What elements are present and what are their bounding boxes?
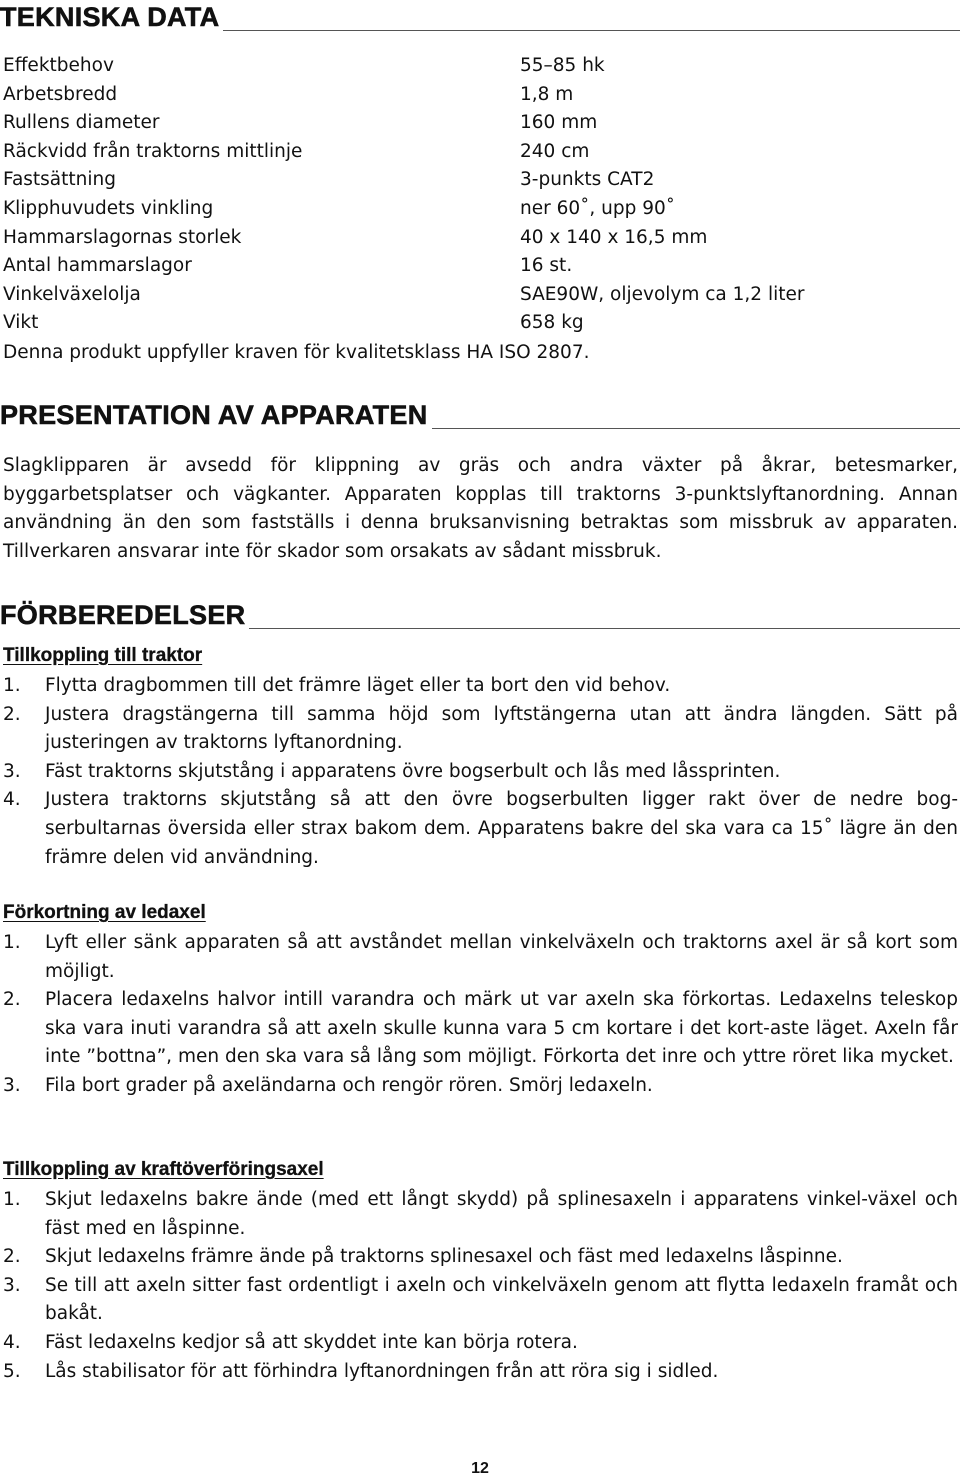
instruction-list: [3, 1186, 958, 1386]
section-title: FÖRBEREDELSER: [0, 600, 246, 630]
list-item: [3, 786, 958, 872]
list-item: [3, 929, 958, 986]
list-item: [3, 1072, 958, 1101]
spec-value: 40 x 140 x 16,5 mm: [520, 226, 708, 248]
spec-row: [3, 109, 953, 138]
spec-label: Antal hammarslagor: [3, 255, 192, 277]
spec-label: Vikt: [3, 312, 39, 334]
spec-value: ner 60˚, upp 90˚: [520, 197, 676, 219]
spec-row: [3, 252, 953, 281]
heading-rule: [223, 30, 960, 31]
list-item: [3, 1272, 958, 1329]
list-item-text: Skjut ledaxelns bakre ände (med ett långt skydd) på splinesaxeln i apparatens vinkel-växel och fäst med en låspinne.: [45, 1189, 958, 1239]
list-item: [3, 1358, 958, 1387]
list-item-number: 1.: [3, 675, 21, 696]
spec-value: 1,8 m: [520, 83, 574, 105]
section-heading-presentation: [0, 400, 960, 431]
list-item-number: 5.: [3, 1360, 21, 1382]
spec-value: 16 st.: [520, 255, 573, 277]
spec-label: Vinkelväxelolja: [3, 283, 141, 305]
spec-label: Rullens diameter: [3, 112, 160, 134]
spec-value: 55–85 hk: [520, 55, 605, 76]
presentation-paragraph: Slagklipparen är avsedd för klippning av gräs och andra växter på åkrar, betesmarker, byggarbetsplatser och vägkanter. Apparaten kopplas till traktorns 3-punktslyftanordning. Annan användning än den som fastställs i denna bruksanvisning betraktas som missbruk av apparaten. Tillverkaren ansvarar inte för skador som orsakats av sådant missbruk.: [3, 455, 958, 562]
list-item-text: Fäst traktorns skjutstång i apparatens övre bogserbult och lås med låssprinten.: [45, 760, 781, 782]
list-item: [3, 1186, 958, 1243]
list-item-number: 4.: [3, 1331, 21, 1353]
spec-value: 160 mm: [520, 112, 598, 134]
section-title: TEKNISKA DATA: [0, 2, 220, 32]
spec-row: [3, 138, 953, 167]
list-item-number: 3.: [3, 1274, 21, 1296]
list-item-text: Fila bort grader på axeländarna och rengör rören. Smörj ledaxeln.: [45, 1074, 653, 1096]
list-item: [3, 986, 958, 1072]
section-heading-forberedelser: [0, 600, 960, 631]
section-title: PRESENTATION AV APPARATEN: [0, 400, 428, 430]
spec-table: [3, 52, 953, 338]
list-item: [3, 758, 958, 787]
section-heading-tekniska: [0, 2, 960, 33]
spec-value: SAE90W, oljevolym ca 1,2 liter: [520, 283, 805, 305]
heading-rule: [249, 628, 960, 629]
spec-row: [3, 81, 953, 110]
spec-label: Räckvidd från traktorns mittlinje: [3, 140, 303, 162]
page-number: 12: [471, 1460, 489, 1477]
spec-label: Effektbehov: [3, 55, 114, 76]
spec-label: Klipphuvudets vinkling: [3, 197, 214, 219]
list-item-number: 1.: [3, 1189, 21, 1210]
list-item: [3, 1243, 958, 1272]
list-item: [3, 1329, 958, 1358]
list-item: [3, 701, 958, 758]
spec-row: [3, 166, 953, 195]
spec-label: Fastsättning: [3, 169, 116, 191]
list-item-number: 1.: [3, 932, 21, 953]
spec-value: 3-punkts CAT2: [520, 169, 655, 191]
list-item-text: Lås stabilisator för att förhindra lyftanordningen från att röra sig i sidled.: [45, 1360, 719, 1382]
list-item-text: Skjut ledaxelns främre ände på traktorns splinesaxel och fäst med ledaxelns låspinne.: [45, 1246, 843, 1268]
list-item-text: Justera dragstängerna till samma höjd som lyftstängerna utan att ändra längden. Sätt på justeringen av traktorns lyftanordning.: [45, 703, 958, 754]
instruction-list: [3, 929, 958, 1101]
heading-rule: [432, 428, 960, 429]
list-item-text: Placera ledaxelns halvor intill varandra och märk ut var axeln ska förkortas. Ledaxelns teleskop ska vara inuti varandra så att axeln skulle kunna vara 5 cm kortare i det kort-aste läget. Axeln får inte ”bottna”, men den ska vara så lång som möjligt. Förkorta det inre och yttre röret lika mycket.: [45, 989, 958, 1068]
spec-row: [3, 309, 953, 338]
spec-row: [3, 195, 953, 224]
list-item-number: 4.: [3, 789, 21, 811]
list-item-number: 2.: [3, 1246, 21, 1268]
subsection-heading: Tillkoppling av kraftöverföringsaxel: [3, 1159, 324, 1180]
list-item-number: 3.: [3, 1074, 21, 1096]
list-item-number: 2.: [3, 703, 21, 725]
spec-label: Hammarslagornas storlek: [3, 226, 242, 248]
list-item-number: 3.: [3, 760, 21, 782]
spec-row: [3, 52, 953, 81]
list-item-text: Flytta dragbommen till det främre läget eller ta bort den vid behov.: [45, 675, 671, 696]
list-item-text: Se till att axeln sitter fast ordentligt i axeln och vinkelväxeln genom att flytta ledaxeln framåt och bakåt.: [45, 1274, 958, 1325]
spec-row: [3, 281, 953, 310]
spec-row: [3, 224, 953, 253]
spec-value: 658 kg: [520, 312, 584, 334]
instruction-list: [3, 672, 958, 872]
list-item-text: Justera traktorns skjutstång så att den övre bogserbulten ligger rakt över de nedre bog-serbultarnas översida eller strax bakom dem. Apparatens bakre del ska vara ca 15˚ lägre än den främre delen vid användning.: [45, 789, 958, 868]
list-item-text: Fäst ledaxelns kedjor så att skyddet inte kan börja rotera.: [45, 1331, 578, 1353]
subsection-heading: Tillkoppling till traktor: [3, 645, 203, 666]
subsection-heading: Förkortning av ledaxel: [3, 902, 206, 923]
spec-value: 240 cm: [520, 140, 590, 162]
list-item-number: 2.: [3, 989, 21, 1011]
list-item-text: Lyft eller sänk apparaten så att avståndet mellan vinkelväxeln och traktorns axel är så kort som möjligt.: [45, 932, 958, 982]
spec-label: Arbetsbredd: [3, 83, 118, 105]
list-item: [3, 672, 958, 701]
quality-note: Denna produkt uppfyller kraven för kvalitetsklass HA ISO 2807.: [3, 342, 590, 363]
